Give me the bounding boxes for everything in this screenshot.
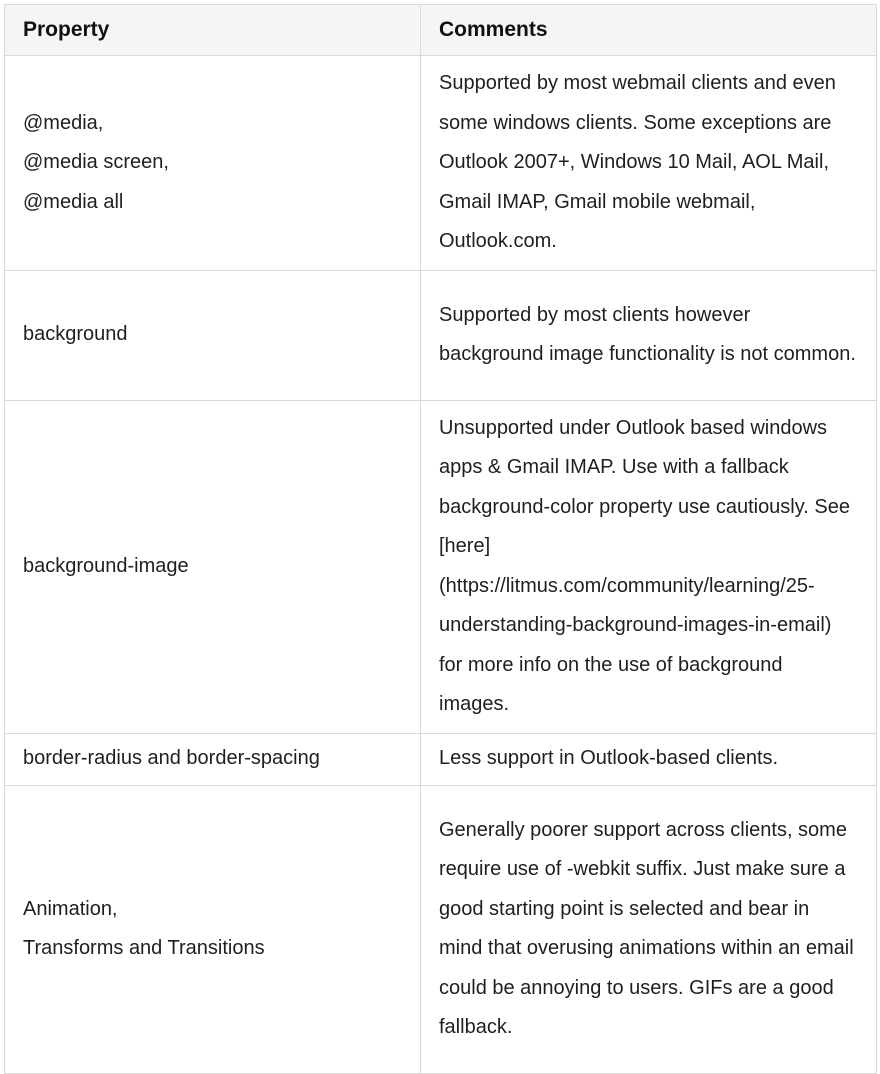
table-row	[5, 270, 877, 400]
property-line: border-radius and border-spacing	[23, 747, 320, 770]
table-header-row	[5, 5, 877, 56]
property-cell	[5, 785, 421, 1073]
table-row	[5, 56, 877, 271]
table-row	[5, 733, 877, 785]
comment-cell: Supported by most webmail clients and even some windows clients. Some exceptions are Outlook 2007+, Windows 10 Mail, AOL Mail, Gmail IMAP, Gmail mobile webmail, Outlook.com.	[421, 56, 877, 271]
property-cell	[5, 56, 421, 271]
css-support-table-container	[4, 4, 876, 1074]
comment-cell: Generally poorer support across clients, some require use of -webkit suffix. Just make sure a good starting point is selected and bear in mind that overusing animations within an email could be annoying to users. GIFs are a good fallback.	[421, 785, 877, 1073]
property-cell	[5, 400, 421, 733]
header-property: Property	[5, 5, 421, 56]
table-row	[5, 785, 877, 1073]
comment-cell: Unsupported under Outlook based windows apps & Gmail IMAP. Use with a fallback background-color property use cautiously. See [here](https://litmus.com/community/learning/25-understanding-background-images-in-email) for more info on the use of background images.	[421, 400, 877, 733]
property-line: Animation,	[23, 897, 118, 920]
property-cell	[5, 733, 421, 785]
header-comments: Comments	[421, 5, 877, 56]
property-cell	[5, 270, 421, 400]
comment-cell: Less support in Outlook-based clients.	[421, 733, 877, 785]
property-line: @media,	[23, 111, 104, 134]
comment-cell: Supported by most clients however background image functionality is not common.	[421, 270, 877, 400]
property-line: @media screen,	[23, 151, 169, 173]
table-row	[5, 400, 877, 733]
property-line: background	[23, 323, 128, 346]
property-line: background-image	[23, 554, 189, 577]
property-line: Transforms and Transitions	[23, 937, 265, 959]
css-support-table	[4, 4, 877, 1074]
property-line: @media all	[23, 190, 124, 213]
